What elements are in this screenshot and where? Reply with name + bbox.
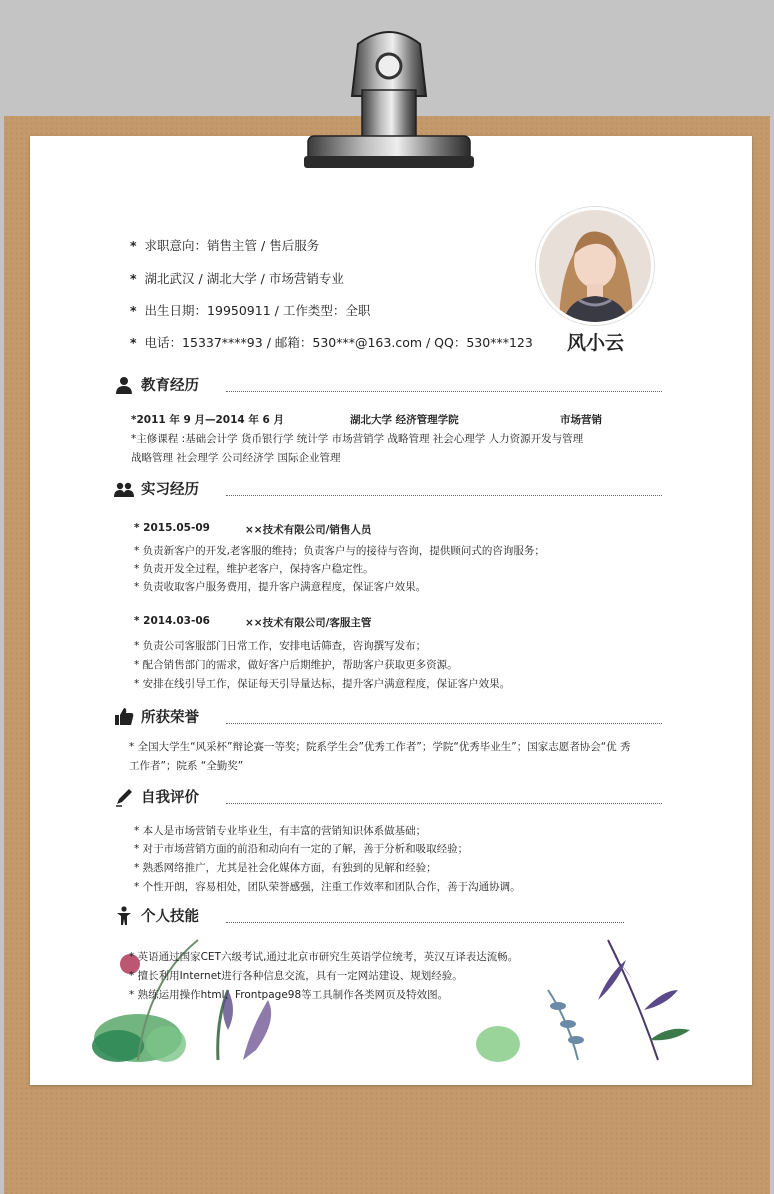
self-eval-item: * 熟悉网络推广，尤其是社会化媒体方面，有独到的见解和经验；	[134, 862, 437, 874]
self-eval-item: * 本人是市场营销专业毕业生，有丰富的营销知识体系做基础；	[134, 825, 427, 837]
binder-clip-icon	[300, 26, 478, 176]
education-section-header	[114, 374, 662, 396]
contact-info: * 电话：15337****93 / 邮箱：530***@163.com / QQ：530***123	[130, 335, 533, 350]
self-eval-item: * 对于市场营销方面的前沿和动向有一定的了解，善于分析和吸取经验；	[134, 843, 469, 855]
skills-title: 个人技能	[141, 909, 199, 925]
job-duty: * 负责收取客户服务费用，提升客户满意程度，保证客户效果。	[134, 581, 427, 593]
pen-icon	[114, 787, 134, 807]
awards-text: * 全国大学生“风采杯”辩论赛一等奖；院系学生会”优秀工作者”；学院“优秀毕业生”；国家志愿者协会“优 秀	[129, 741, 631, 753]
thumbs-up-icon	[114, 707, 134, 727]
divider	[226, 723, 662, 724]
job-date: * 2014.03-06	[134, 615, 210, 627]
job-duty: * 安排在线引导工作，保证每天引导量达标，提升客户满意程度，保证客户效果。	[134, 678, 511, 690]
awards-text-cont: 工作者”；院系 “全勤奖”	[129, 760, 244, 772]
job-duty: * 负责开发全过程，维护老客户，保持客户稳定性。	[134, 563, 374, 575]
divider	[226, 803, 662, 804]
self-eval-title: 自我评价	[141, 790, 199, 806]
job-duty: * 配合销售部门的需求，做好客户后期维护，帮助客户获取更多资源。	[134, 659, 458, 671]
user-icon	[114, 375, 134, 395]
portrait-icon	[539, 210, 651, 322]
education-period: *2011 年 9 月—2014 年 6 月	[131, 414, 284, 426]
internship-section-header	[114, 478, 662, 500]
location-school: * 湖北武汉 / 湖北大学 / 市场营销专业	[130, 271, 344, 286]
divider	[226, 391, 662, 392]
awards-section-header	[114, 706, 662, 728]
skill-item: * 擅长利用Internet进行各种信息交流，具有一定网站建设、规划经验。	[129, 970, 463, 982]
education-school: 湖北大学 经济管理学院	[350, 414, 459, 426]
internship-title: 实习经历	[141, 482, 199, 498]
self-eval-item: * 个性开朗，容易相处，团队荣誉感强，注重工作效率和团队合作，善于沟通协调。	[134, 881, 521, 893]
awards-title: 所获荣誉	[141, 710, 199, 726]
job-company: ××技术有限公司/销售人员	[245, 524, 372, 536]
job-company: ××技术有限公司/客服主管	[245, 617, 372, 629]
avatar	[536, 207, 654, 325]
job-intention: * 求职意向：销售主管 / 售后服务	[130, 238, 320, 253]
job-duty: * 负责新客户的开发,老客服的维持；负责客户与的接待与咨询，提供顾问式的咨询服务；	[134, 545, 545, 557]
education-title: 教育经历	[141, 378, 199, 394]
birth-date: * 出生日期：19950911 / 工作类型：全职	[130, 303, 371, 318]
skill-item: * 熟练运用操作html、Frontpage98等工具制作各类网页及特效图。	[129, 989, 449, 1001]
job-duty: * 负责公司客服部门日常工作，安排电话筛查，咨询撰写发布；	[134, 640, 427, 652]
skill-item: * 英语通过国家CET六级考试,通过北京市研究生英语学位统考，英汉互译表达流畅。	[129, 951, 519, 963]
job-date: * 2015.05-09	[134, 522, 210, 534]
divider	[226, 495, 662, 496]
education-courses: *主修课程 :基础会计学 货币银行学 统计学 市场营销学 战略管理 社会心理学 人力资源开发与管理	[131, 433, 584, 445]
education-courses-cont: 战略管理 社会理学 公司经济学 国际企业管理	[131, 452, 341, 464]
person-name: 风小云	[567, 332, 625, 354]
people-icon	[114, 479, 134, 499]
self-eval-section-header	[114, 786, 662, 808]
education-major: 市场营销	[560, 414, 602, 426]
